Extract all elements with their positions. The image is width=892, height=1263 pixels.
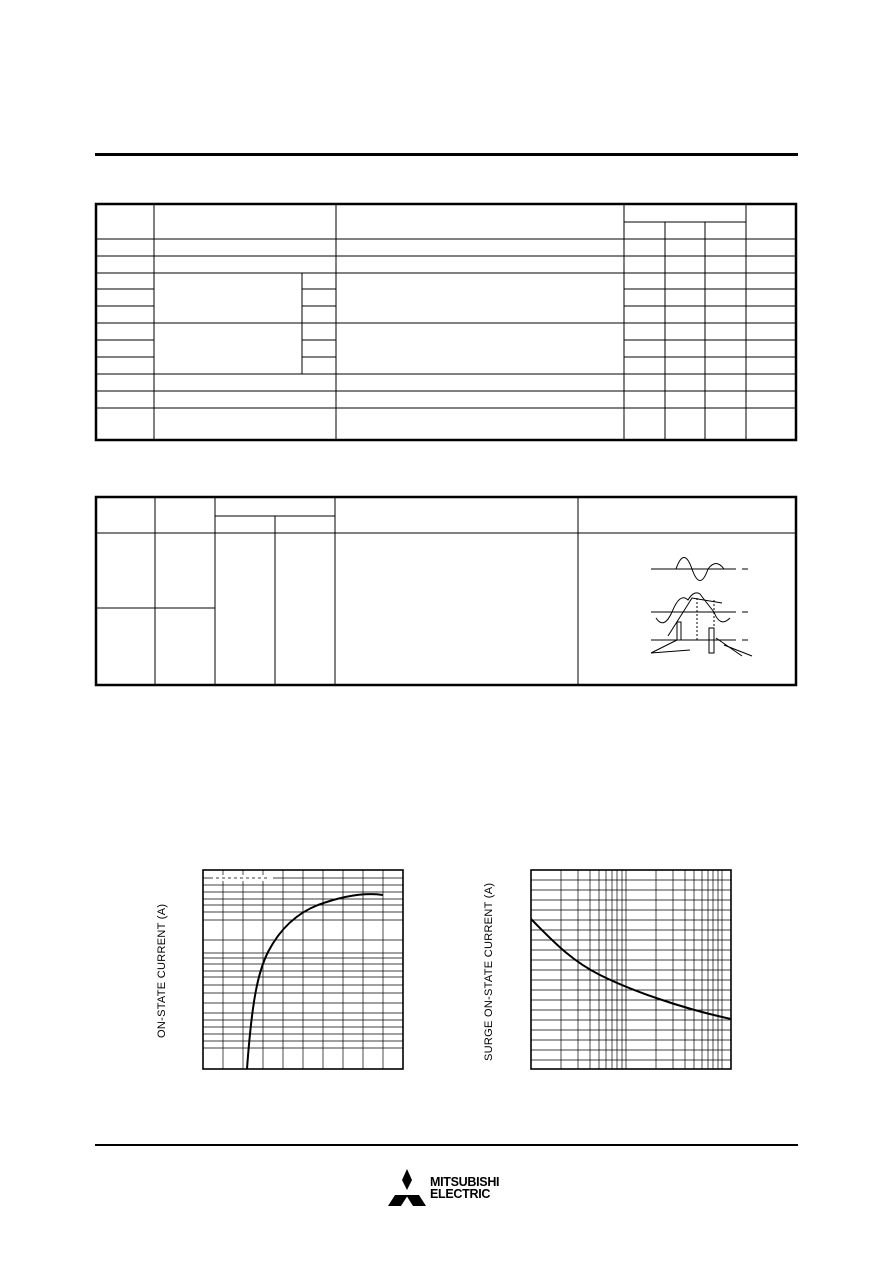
chart1-grid [203, 870, 403, 1069]
chart2-grid [531, 870, 731, 1069]
gate-trigger-table [96, 497, 796, 685]
waveform-diagram [651, 558, 752, 657]
surge-current-ylabel: SURGE ON-STATE CURRENT (A) [483, 882, 495, 1061]
on-state-curve [247, 894, 383, 1069]
electrical-characteristics-table [96, 204, 796, 440]
brand-line2: ELECTRIC [430, 1187, 491, 1201]
footer-rule [95, 1144, 798, 1146]
on-state-current-ylabel: ON-STATE CURRENT (A) [156, 903, 168, 1038]
on-state-current-chart [203, 870, 403, 1069]
brand-line1: MITSUBISHI [430, 1175, 500, 1189]
brand-logo-text [430, 1176, 499, 1200]
surge-current-chart [531, 870, 731, 1069]
